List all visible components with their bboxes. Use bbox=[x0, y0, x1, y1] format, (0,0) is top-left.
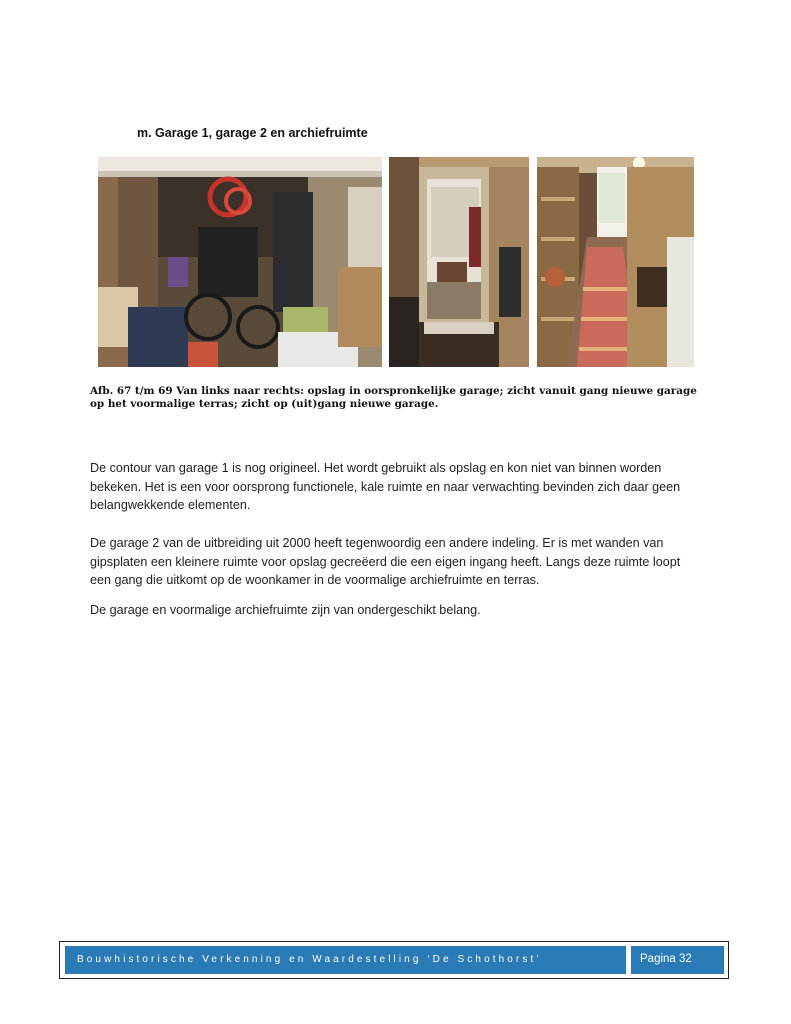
section-heading: m. Garage 1, garage 2 en archiefruimte bbox=[137, 126, 368, 140]
body-paragraph-1: De contour van garage 1 is nog origineel. Het wordt gebruikt als opslag en kon niet van binnen worden bekeken. Het is een voor oorsprong functionele, kale ruimte en naar verwachting bevinden zich daar geen belangwekkende elementen. bbox=[90, 461, 681, 513]
photo-exit-new-garage bbox=[537, 157, 694, 367]
figure-caption: Afb. 67 t/m 69 Van links naar rechts: opslag in oorspronkelijke garage; zicht vanuit gang nieuwe garage op het voormalige terras; zicht op (uit)gang nieuwe garage. bbox=[90, 385, 697, 410]
footer-document-title: Bouwhistorische Verkenning en Waardestelling ‘De Schothorst’ bbox=[65, 946, 626, 974]
body-paragraph-3: De garage en voormalige archiefruimte zijn van ondergeschikt belang. bbox=[90, 603, 481, 617]
photo-original-garage-storage bbox=[98, 157, 382, 367]
body-paragraph-2: De garage 2 van de uitbreiding uit 2000 heeft tegenwoordig een andere indeling. Er is met wanden van gipsplaten een kleinere ruimte voor opslag gecreëerd die een eigen ingang heeft. Langs deze ruimte loopt een gang die uitkomt op de woonkamer in de voormalige archiefruimte en terras. bbox=[90, 536, 681, 588]
footer-page-number: Pagina 32 bbox=[631, 946, 724, 974]
photo-hallway-view-terrace bbox=[389, 157, 529, 367]
